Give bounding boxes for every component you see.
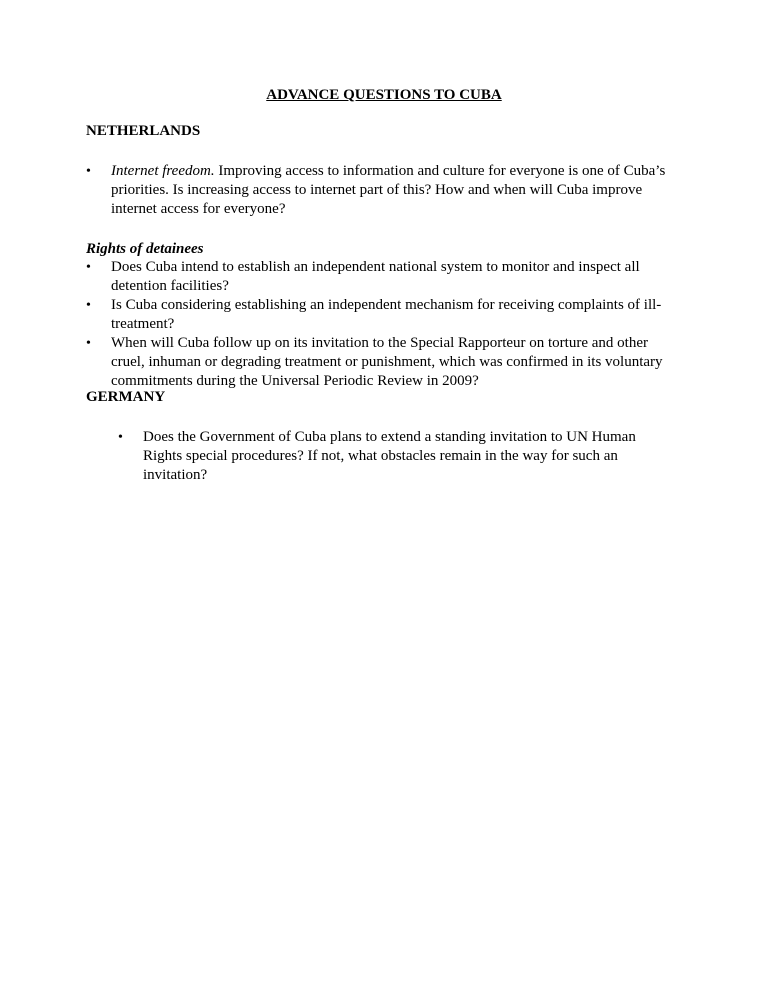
list-item: [86, 258, 681, 296]
germany-list: [118, 428, 663, 485]
list-item: [118, 428, 663, 485]
netherlands-internet-list: [86, 162, 671, 219]
list-item: [86, 162, 671, 219]
bullet-glyph: •: [86, 336, 91, 351]
internet-freedom-text: Improving access to information and culture for everyone is one of Cuba’s priorities. Is increasing access to internet part of this? How and when will Cuba improve internet access for everyone?: [111, 163, 666, 217]
sub-heading-rights-of-detainees: Rights of detainees: [86, 241, 204, 257]
list-item: [86, 334, 681, 391]
detainees-list: [86, 258, 681, 391]
detainees-item-1: Does Cuba intend to establish an independent national system to monitor and inspect all detention facilities?: [111, 259, 640, 294]
detainees-item-3: When will Cuba follow up on its invitation to the Special Rapporteur on torture and other cruel, inhuman or degrading treatment or punishment, which was confirmed in its voluntary commitments during the Universal Periodic Review in 2009?: [111, 335, 663, 389]
bullet-glyph: •: [118, 430, 123, 445]
section-heading-germany: GERMANY: [86, 389, 166, 405]
list-item: [86, 296, 681, 334]
bullet-glyph: •: [86, 260, 91, 275]
bullet-glyph: •: [86, 164, 91, 179]
detainees-item-2: Is Cuba considering establishing an independent mechanism for receiving complaints of ill-treatment?: [111, 297, 662, 332]
bullet-glyph: •: [86, 298, 91, 313]
document-title: ADVANCE QUESTIONS TO CUBA: [266, 87, 502, 103]
internet-freedom-lead: Internet freedom.: [111, 163, 215, 179]
section-heading-netherlands: NETHERLANDS: [86, 123, 201, 139]
germany-item-1: Does the Government of Cuba plans to extend a standing invitation to UN Human Rights special procedures? If not, what obstacles remain in the way for such an invitation?: [143, 429, 636, 483]
